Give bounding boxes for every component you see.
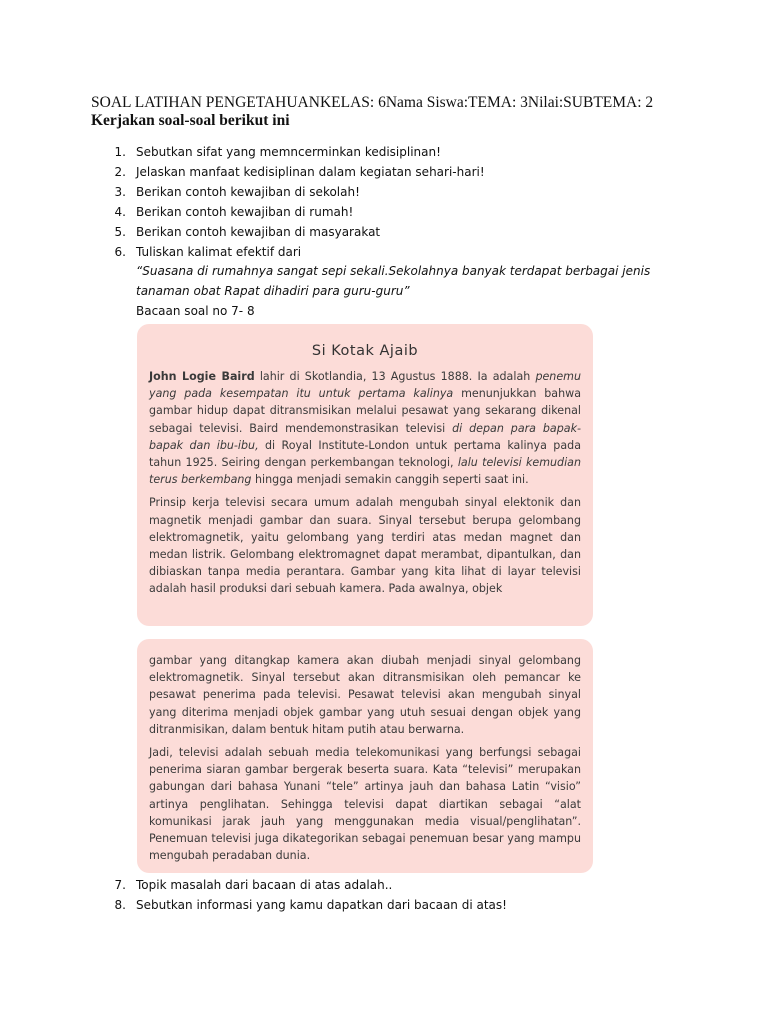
text-run: hingga menjadi semakin canggih seperti saat ini. — [251, 473, 529, 487]
reading-paragraph-4: Jadi, televisi adalah sebuah media telekomunikasi yang berfungsi sebagai penerima siaran gambar bergerak beserta suara. Kata “televisi” merupakan gabungan dari bahasa Yunani “tele” artinya jauh dan bahasa Latin “visio” artinya penglihatan. Sehingga televisi dapat diartikan sebagai “alat komunikasi jarak jauh yang menggunakan media visual/penglihatan”. Penemuan televisi juga dikategorikan sebagai penemuan besar yang mampu mengubah peradaban dunia. — [149, 746, 581, 863]
question-number: 8. — [114, 898, 126, 912]
instruction-heading: Kerjakan soal-soal berikut ini — [91, 112, 290, 129]
question-number: 7. — [114, 878, 126, 892]
text-run: di Royal Institute-London untuk pertama kalinya pada tahun 1925. Seiring dengan perkembangan teknologi, — [149, 438, 581, 470]
reading-paragraph-3: gambar yang ditangkap kamera akan diubah menjadi sinyal gelombang elektromagnetik. Sinyal tersebut akan ditransmisikan oleh pemancar ke pesawat penerima pada televisi. Pesawat televisi akan mengubah sinyal yang diterima menjadi objek gambar yang utuh sesuai dengan objek yang ditranmisikan, dalam bentuk hitam putih atau berwarna. — [149, 654, 581, 736]
reading-paragraph-2: Prinsip kerja televisi secara umum adalah mengubah sinyal elektonik dan magnetik menjadi gambar dan suara. Sinyal tersebut berupa gelombang elektromagnetik, yaitu gelombang yang terdiri atas medan magnet dan medan listrik. Gelombang elektromagnet dapat merambat, dipantulkan, dan dibiaskan tanpa media perantara. Gambar yang kita lihat di layar televisi adalah hasil produksi dari sebuah kamera. Pada awalnya, objek — [149, 496, 581, 596]
question-6-quote: “Suasana di rumahnya sangat sepi sekali.Sekolahnya banyak terdapat berbagai jenis tanaman obat Rapat dihadiri para guru-guru” — [136, 264, 651, 298]
question-text: Jelaskan manfaat kedisiplinan dalam kegiatan sehari-hari! — [136, 165, 485, 179]
reading-card-bottom — [137, 639, 593, 873]
italic-run: lalu televisi kemudian terus berkembang — [149, 456, 581, 487]
text-run: menunjukkan bahwa gambar hidup dapat ditransmisikan melalui pesawat yang sekarang dikenal sebagai televisi. Baird mendemonstrasikan televisi — [149, 387, 581, 435]
reading-paragraph-1 — [149, 368, 581, 488]
question-number: 2. — [114, 165, 126, 179]
question-text: Tuliskan kalimat efektif dari — [136, 245, 302, 259]
question-number: 5. — [114, 225, 126, 239]
reading-title: Si Kotak Ajaib — [311, 343, 419, 359]
italic-run: di depan para bapak-bapak dan ibu-ibu, — [149, 421, 581, 452]
question-text: Berikan contoh kewajiban di rumah! — [136, 205, 354, 219]
question-number: 3. — [114, 185, 126, 199]
question-text: Berikan contoh kewajiban di sekolah! — [136, 185, 360, 199]
worksheet-header: SOAL LATIHAN PENGETAHUANKELAS: 6Nama Siswa:TEMA: 3Nilai:SUBTEMA: 2 — [91, 94, 654, 111]
question-number: 4. — [114, 205, 126, 219]
question-text: Sebutkan sifat yang memncerminkan kedisiplinan! — [136, 145, 441, 159]
question-text: Berikan contoh kewajiban di masyarakat — [136, 225, 381, 239]
question-text: Sebutkan informasi yang kamu dapatkan dari bacaan di atas! — [136, 898, 507, 912]
question-number: 1. — [114, 145, 126, 159]
text-run: lahir di Skotlandia, 13 Agustus 1888. Ia adalah — [254, 370, 536, 383]
inventor-name: John Logie Baird — [149, 370, 255, 383]
italic-run: penemu yang pada kesempatan itu untuk pertama kalinya — [149, 370, 581, 401]
question-text: Topik masalah dari bacaan di atas adalah.. — [136, 878, 393, 892]
reading-label: Bacaan soal no 7- 8 — [136, 304, 255, 318]
reading-card-top — [137, 324, 593, 626]
question-number: 6. — [114, 245, 126, 259]
